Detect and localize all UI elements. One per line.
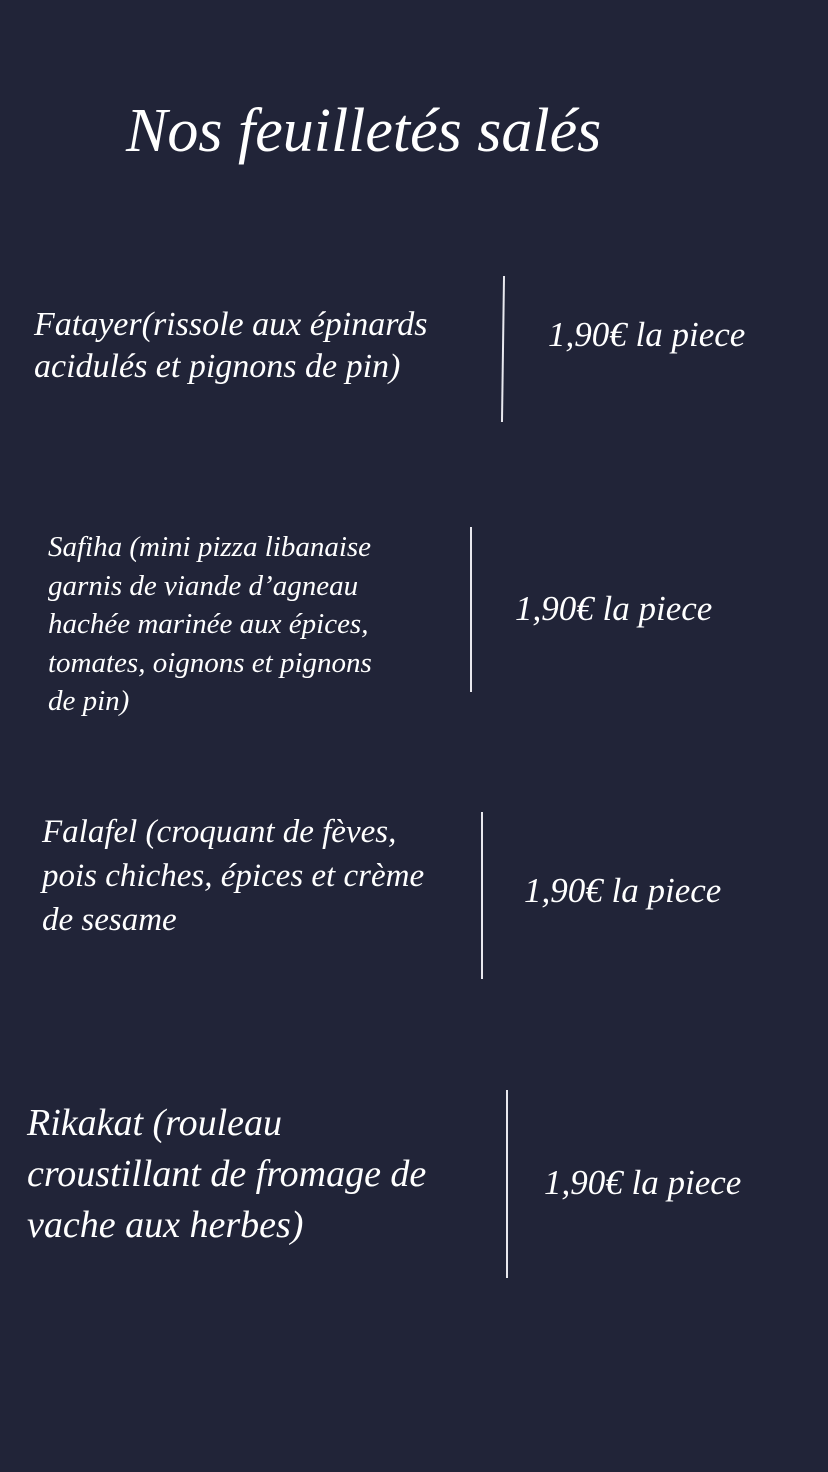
column-divider bbox=[470, 527, 472, 692]
item-description: Safiha (mini pizza libanaise garnis de viande d’agneau hachée marinée aux épices, tomates, oignons et pignons de pin) bbox=[48, 531, 372, 717]
item-description: Falafel (croquant de fèves, pois chiches, épices et crème de sesame bbox=[42, 814, 425, 938]
item-price: 1,90€ la piece bbox=[544, 1163, 742, 1202]
column-divider bbox=[481, 812, 483, 979]
item-price: 1,90€ la piece bbox=[515, 589, 713, 628]
item-description: Rikakat (rouleau croustillant de fromage de vache aux herbes) bbox=[27, 1102, 427, 1246]
item-description: Fatayer(rissole aux épinards acidulés et pignons de pin) bbox=[34, 306, 428, 385]
item-price: 1,90€ la piece bbox=[524, 871, 722, 910]
page-title: Nos feuilletés salés bbox=[126, 97, 602, 165]
column-divider bbox=[506, 1090, 508, 1278]
column-divider bbox=[501, 276, 505, 422]
item-price: 1,90€ la piece bbox=[548, 315, 746, 354]
